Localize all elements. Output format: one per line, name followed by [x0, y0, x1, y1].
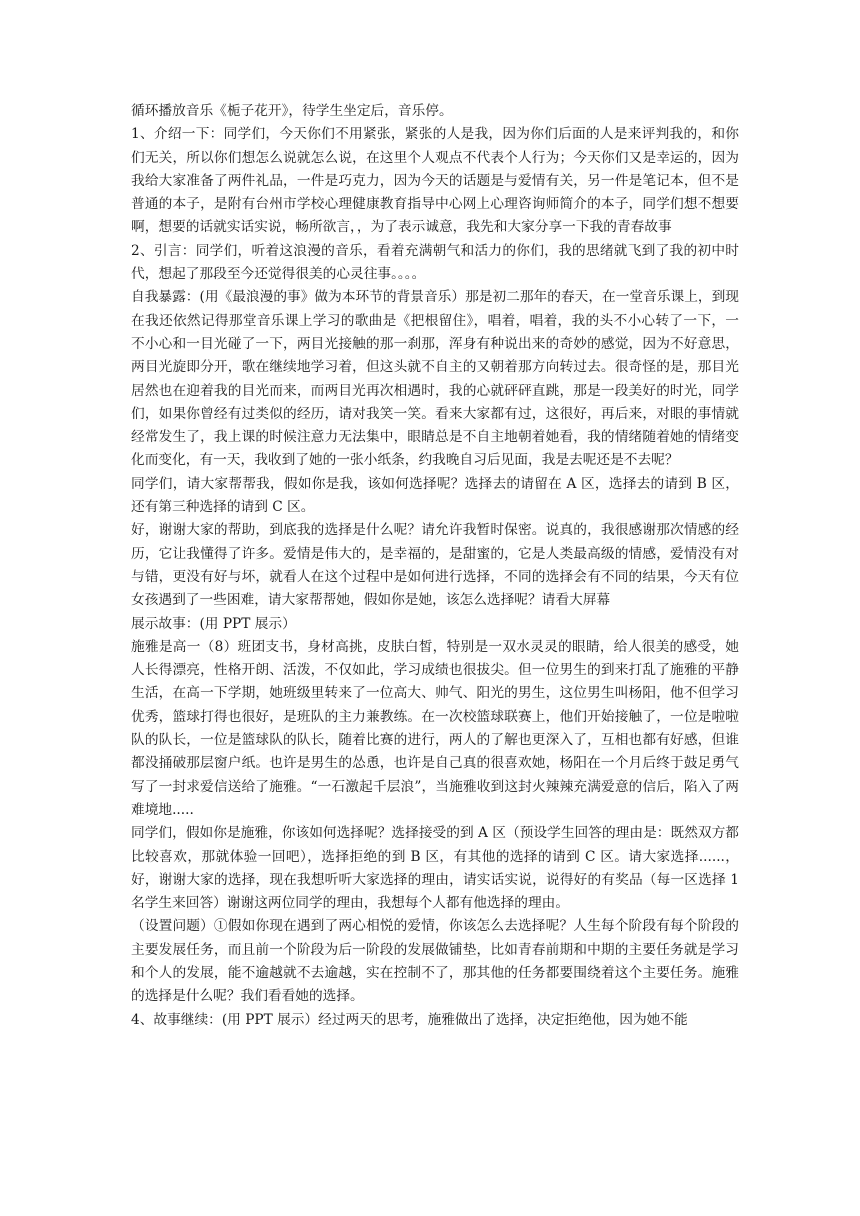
paragraph-music-intro: 循环播放音乐《栀子花开》，待学生坐定后，音乐停。: [131, 103, 453, 119]
paragraph-student-choice: 同学们，假如你是施雅，你该如何选择呢？选择接受的到 A 区（预设学生回答的理由是：既然双方都比较喜欢，那就体验一回吧），选择拒绝的到 B 区，有其他的选择的请到 C 区。请大家选择......，好，谢谢大家的选择，现在我想听听大家选择的理由，请实话实说，说得好的有奖品（每一区选择 1 名学生来回答）谢谢这两位同学的理由，我想每个人都有他选择的理由。: [131, 825, 739, 912]
paragraph-self-disclosure: 自我暴露：(用《最浪漫的事》做为本环节的背景音乐）那是初二那年的春天，在一堂音乐课上，到现在我还依然记得那堂音乐课上学习的歌曲是《把根留住》，唱着，唱着，我的头不小心转了一下，一不小心和一目光碰了一下，两目光接触的那一刹那，浑身有种说出来的奇妙的感觉，因为不好意思，两目光旋即分开，歌在继续地学习着，但这头就不自主的又朝着那方向转过去。很奇怪的是，那目光居然也在迎着我的目光而来，而两目光再次相遇时，我的心就砰砰直跳，那是一段美好的时光，同学们，如果你曾经有过类似的经历，请对我笑一笑。看来大家都有过，这很好，再后来，对眼的事情就经常发生了，我上课的时候注意力无法集中，眼睛总是不自主地朝着她看，我的情绪随着她的情绪变化而变化，有一天，我收到了她的一张小纸条，约我晚自习后见面，我是去呢还是不去呢？: [131, 289, 739, 469]
paragraph-story: 施雅是高一（8）班团支书，身材高挑，皮肤白皙，特别是一双水灵灵的眼睛，给人很美的感受，她人长得漂亮，性格开朗、活泼，不仅如此，学习成绩也很拔尖。但一位男生的到来打乱了施雅的平静生活，在高一下学期，她班级里转来了一位高大、帅气、阳光的男生，这位男生叫杨阳，他不但学习优秀，篮球打得也很好，是班队的主力兼教练。在一次校篮球联赛上，他们开始接触了，一位是啦啦队的队长，一位是篮球队的队长，随着比赛的进行，两人的了解也更深入了，互相也都有好感，但谁都没捅破那层窗户纸。也许是男生的怂恿，也许是自己真的很喜欢她，杨阳在一个月后终于鼓足勇气写了一封求爱信送给了施雅。“一石激起千层浪”，当施雅收到这封火辣辣充满爱意的信后，陷入了两难境地.....: [131, 638, 739, 818]
paragraph-lead-in: 2、引言：同学们，听着这浪漫的音乐，看着充满朝气和活力的你们，我的思绪就飞到了我的初中时代，想起了那段至今还觉得很美的心灵往事。。。。: [131, 242, 739, 283]
document-page: [131, 100, 739, 1032]
paragraph-story-heading: 展示故事：(用 PPT 展示）: [131, 615, 296, 632]
paragraph-introduction: 1、介绍一下：同学们，今天你们不用紧张，紧张的人是我，因为你们后面的人是来评判我的，和你们无关，所以你们想怎么说就怎么说，在这里个人观点不代表个人行为；今天你们又是幸运的，因为我给大家准备了两件礼品，一件是巧克力，因为今天的话题是与爱情有关，另一件是笔记本，但不是普通的本子，是附有台州市学校心理健康教育指导中心网上心理咨询师简介的本子，同学们想不想要啊，想要的话就实话实说，畅所欲言，，为了表示诚意，我先和大家分享一下我的青春故事: [131, 126, 739, 236]
paragraph-choice-question: 同学们，请大家帮帮我，假如你是我，该如何选择呢？选择去的请留在 A 区，选择去的请到 B 区，还有第三种选择的请到 C 区。: [131, 475, 739, 516]
paragraph-set-question: （设置问题）①假如你现在遇到了两心相悦的爱情，你该怎么去选择呢？人生每个阶段有每个阶段的主要发展任务，而且前一个阶段为后一阶段的发展做铺垫，比如青春前期和中期的主要任务就是学习和个人的发展，能不逾越就不去逾越，实在控制不了，那其他的任务都要围绕着这个主要任务。施雅的选择是什么呢？我们看看她的选择。: [131, 918, 739, 1005]
paragraph-story-continued: 4、故事继续：(用 PPT 展示）经过两天的思考，施雅做出了选择，决定拒绝他，因为她不能: [131, 1011, 688, 1028]
paragraph-thanks: 好，谢谢大家的帮助，到底我的选择是什么呢？请允许我暂时保密。说真的，我很感谢那次情感的经历，它让我懂得了许多。爱情是伟大的，是幸福的，是甜蜜的，它是人类最高级的情感，爱情没有对与错，更没有好与坏，就看人在这个过程中是如何进行选择，不同的选择会有不同的结果，今天有位女孩遇到了一些困难，请大家帮帮她，假如你是她，该怎么选择呢？请看大屏幕: [131, 522, 739, 609]
